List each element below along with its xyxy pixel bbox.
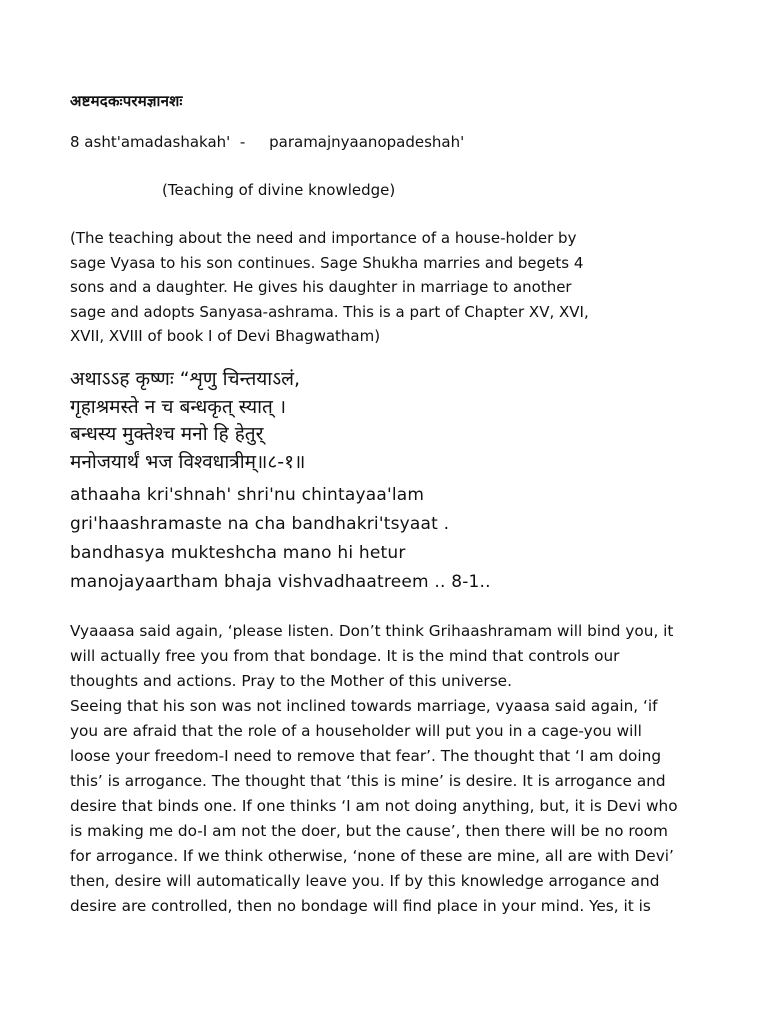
intro-line: sage and adopts Sanyasa-ashrama. This is a part of Chapter XV, XVI, [70,302,589,321]
intro-line: sons and a daughter. He gives his daughter in marriage to another [70,278,572,296]
verse-devanagari-line: गृहाश्रमस्ते न च बन्धकृत् स्यात् । [70,395,287,418]
verse-transliteration-line: athaaha kri'shnah' shri'nu chintayaa'lam [70,485,425,505]
chapter-number-title: 8 asht'amadashakah' [70,133,231,151]
paragraph-line: thoughts and actions. Pray to the Mother of this universe. [70,672,512,690]
intro-line: XVII, XVIII of book I of Devi Bhagwatham) [70,327,381,345]
paragraph-line: then, desire will automatically leave you. If by this knowledge arrogance and [70,872,660,890]
commentary-paragraph [70,619,710,694]
paragraph-line: is making me do-I am not the doer, but the cause’, then there will be no room [70,822,668,840]
paragraph-line: this’ is arrogance. The thought that ‘this is mine’ is desire. It is arrogance and [70,772,666,790]
paragraph-line: Vyaaasa said again, ‘please listen. Don’t think Grihaashramam will bind you, it [70,622,674,640]
verse-devanagari-line: मनोजयार्थं भज विश्वधात्रीम्॥८-१॥ [70,450,306,473]
intro-paragraph [70,226,630,349]
paragraph-line: loose your freedom-I need to remove that fear’. The thought that ‘I am doing [70,747,662,765]
paragraph-line: you are afraid that the role of a householder will put you in a cage-you will [70,722,642,740]
title-separator: - [239,133,246,151]
verse-devanagari [70,366,305,476]
paragraph-line: desire that binds one. If one thinks ‘I am not doing anything, but, it is Devi who [70,797,678,815]
verse-devanagari-line: बन्धस्य मुक्तेश्च मनो हि हेतुर् [70,423,264,445]
paragraph-line: Seeing that his son was not inclined towards marriage, vyaasa said again, ‘if [70,697,658,715]
chapter-name-title: paramajnyaanopadeshah' [269,133,465,151]
verse-transliteration-line: bandhasya mukteshcha mano hi hetur [70,543,406,563]
chapter-title [70,133,464,151]
intro-line: sage Vyasa to his son continues. Sage Shukha marries and begets 4 [70,253,584,272]
chapter-heading-devanagari: अष्टमदकःपरमज्ञानशः [70,92,183,110]
intro-line: (The teaching about the need and importance of a house-holder by [70,229,577,247]
commentary-paragraph [70,694,710,919]
commentary-body [70,619,710,919]
paragraph-line: desire are controlled, then no bondage will find place in your mind. Yes, it is [70,897,651,915]
chapter-subtitle: (Teaching of divine knowledge) [162,181,396,199]
verse-transliteration-line: manojayaartham bhaja vishvadhaatreem .. 8-1.. [70,572,491,592]
verse-transliteration-line: gri'haashramaste na cha bandhakri'tsyaat . [70,514,450,534]
verse-transliteration [70,481,491,597]
verse-devanagari-line: अथाऽऽह कृष्णः “शृणु चिन्तयाऽलं, [70,368,301,390]
paragraph-line: for arrogance. If we think otherwise, ‘none of these are mine, all are with Devi’ [70,847,674,865]
paragraph-line: will actually free you from that bondage. It is the mind that controls our [70,647,620,665]
